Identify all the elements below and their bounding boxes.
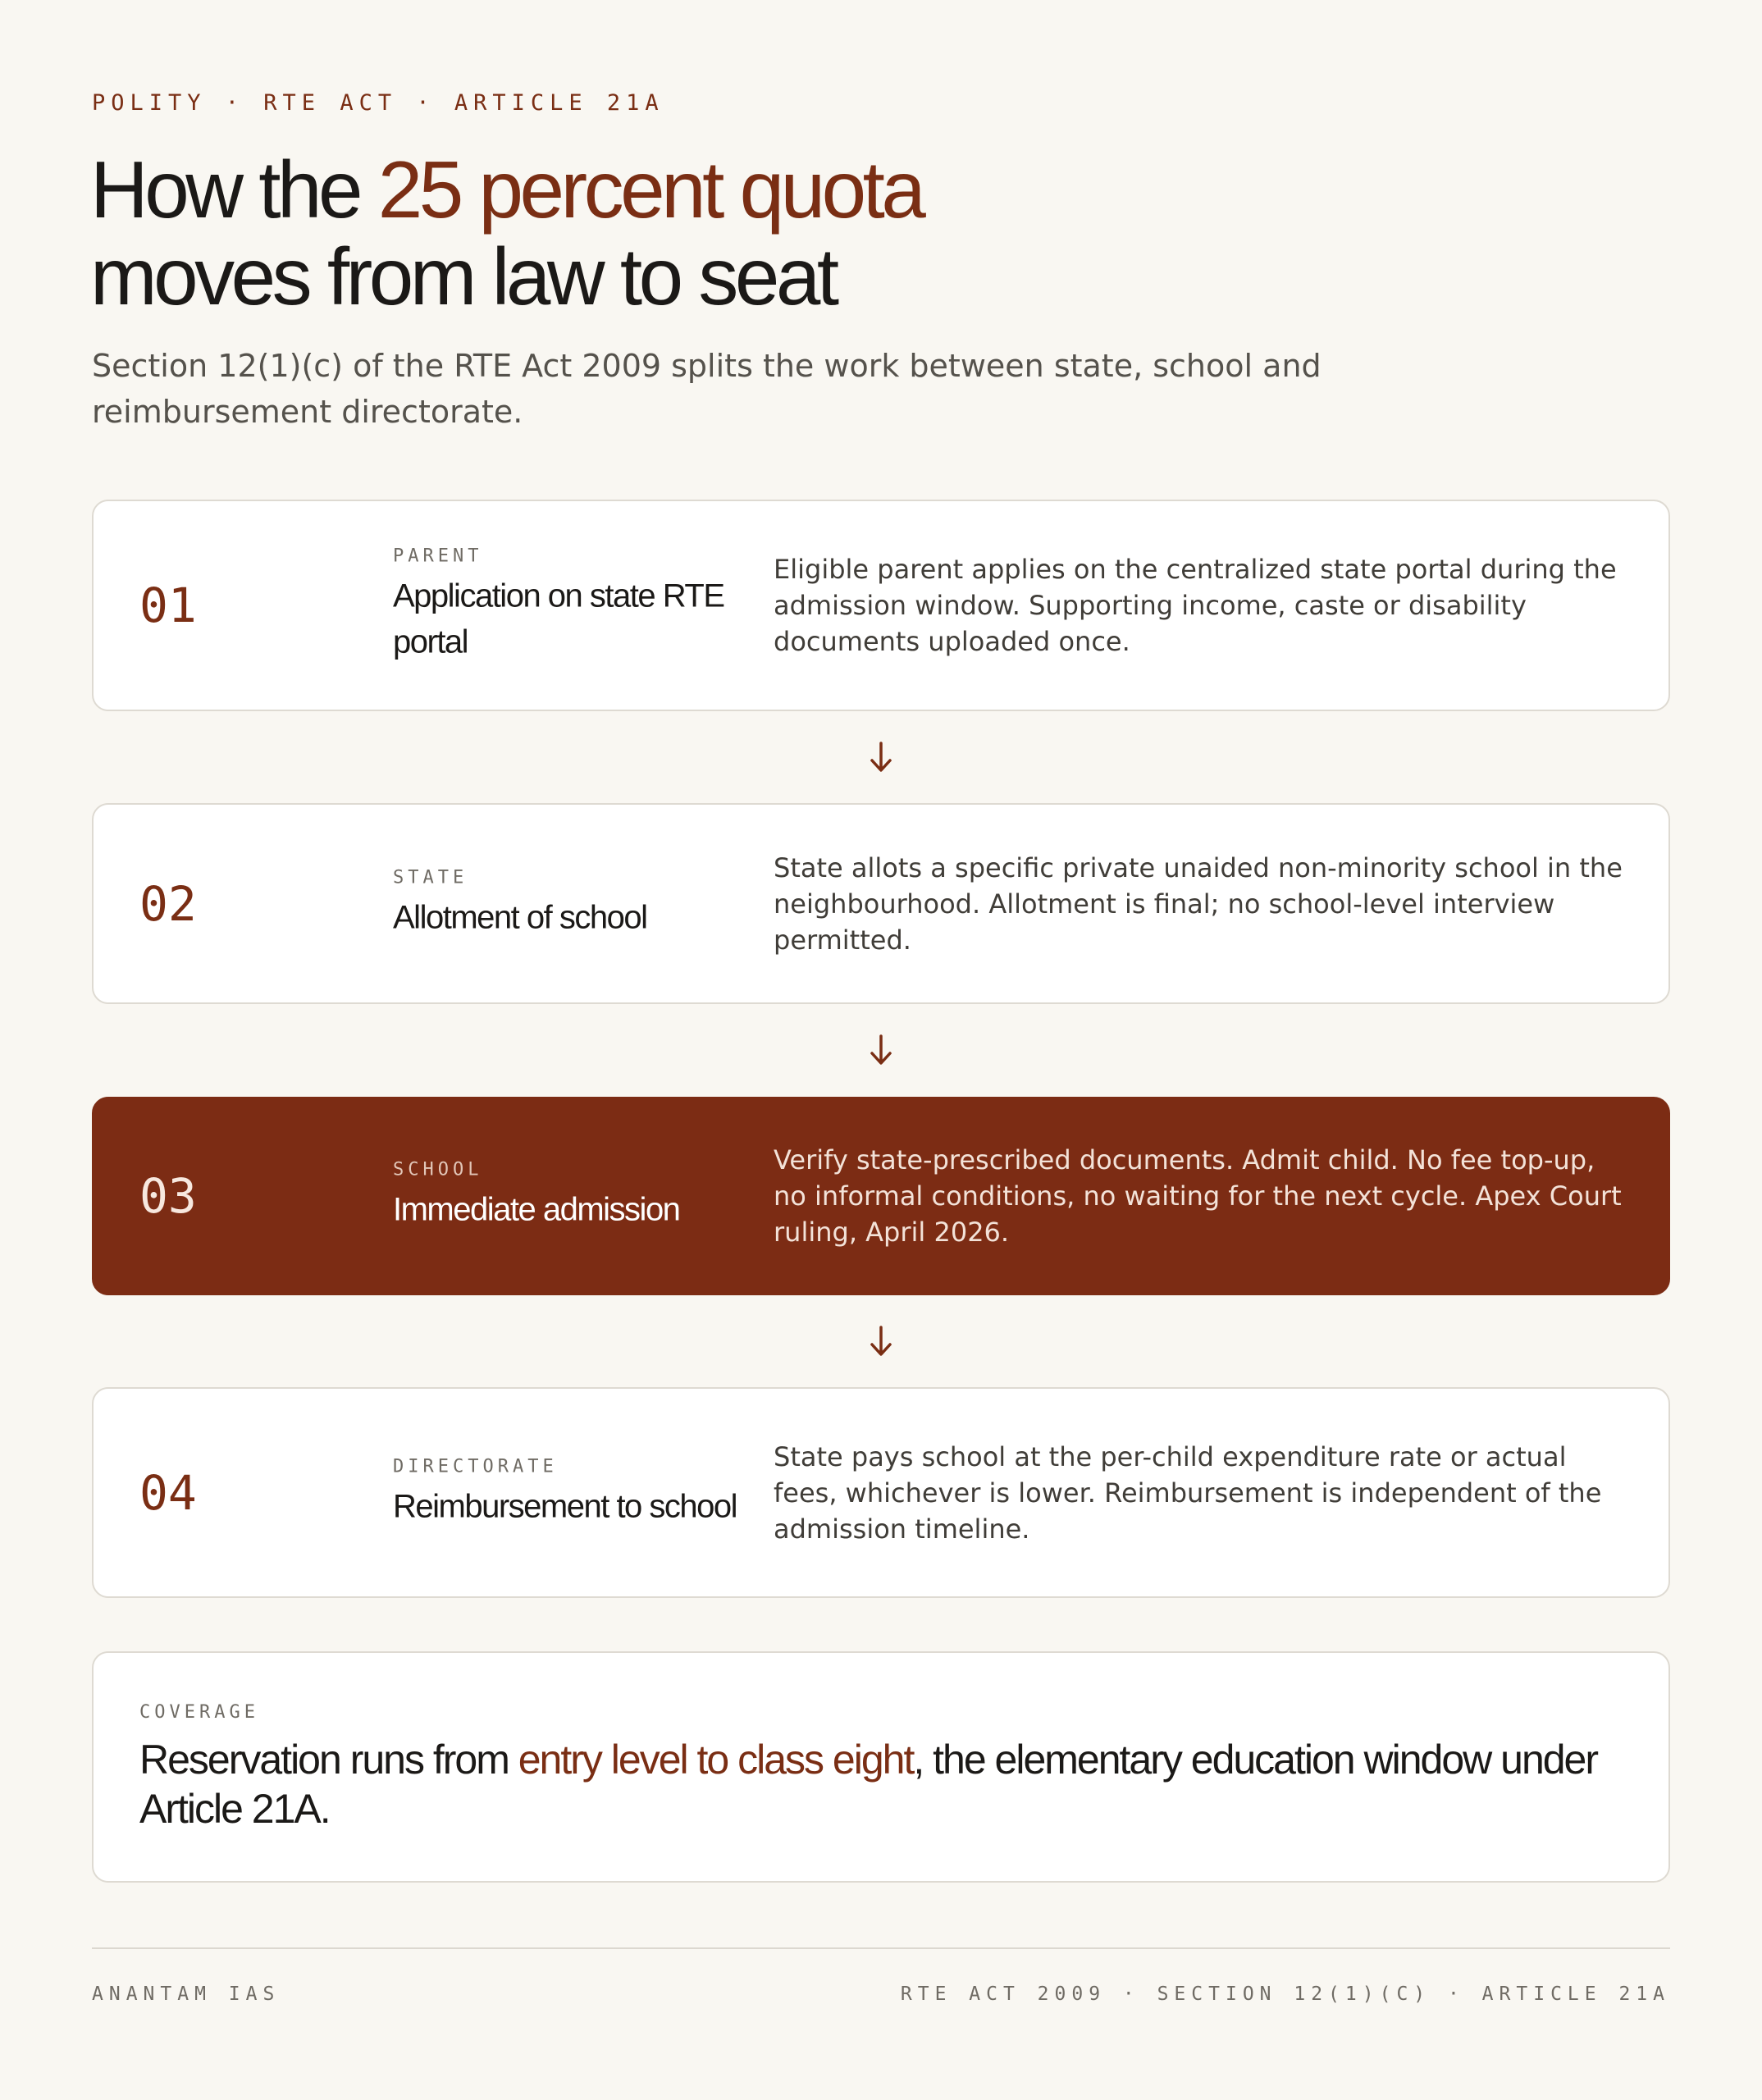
step-actor-role: STATE [393, 867, 468, 888]
title-line2: moves from law to seat [90, 231, 836, 322]
step-actor-role: SCHOOL [393, 1159, 483, 1180]
coverage-card [92, 1651, 1670, 1883]
step-title: Reimbursement to school [393, 1488, 737, 1524]
step-card-1 [92, 500, 1670, 711]
arrow-down-icon [868, 1325, 894, 1358]
step-title: Application on state RTE portal [393, 578, 724, 660]
step-card-2 [92, 803, 1670, 1004]
step-title: Immediate admission [393, 1191, 680, 1228]
step-description: Eligible parent applies on the centralized state portal during the admission window. Supporting income, caste or disability documents uploaded once. [774, 554, 1617, 657]
step-card-3 [92, 1097, 1670, 1295]
step-number: 04 [139, 1464, 197, 1521]
subtitle: Section 12(1)(c) of the RTE Act 2009 splits the work between state, school and reimbursement directorate. [92, 348, 1322, 430]
step-actor [393, 1456, 754, 1529]
arrow-down-icon [868, 741, 894, 774]
step-actor-role: DIRECTORATE [393, 1456, 558, 1477]
step-actor [393, 546, 754, 665]
step-description: Verify state-prescribed documents. Admit child. No fee top-up, no informal conditions, no waiting for the next cycle. Apex Court ruling, April 2026. [774, 1144, 1622, 1248]
title-accent: 25 percent quota [377, 144, 923, 235]
footer-brand: ANANTAM IAS [92, 1984, 281, 2005]
title-pre: How the [90, 144, 378, 235]
coverage-pre: Reservation runs from [139, 1737, 518, 1783]
step-actor-role: PARENT [393, 546, 483, 567]
page-title [90, 146, 1485, 320]
kicker: POLITY · RTE ACT · ARTICLE 21A [92, 90, 664, 116]
step-description: State allots a specific private unaided non-minority school in the neighbourhood. Allotment is final; no school-level interview permitted. [774, 851, 1623, 956]
arrow-down-icon [868, 1034, 894, 1066]
coverage-text [139, 1735, 1632, 1833]
step-description: State pays school at the per-child expenditure rate or actual fees, whichever is lower. Reimbursement is independent of the admission timeline. [774, 1440, 1602, 1545]
step-actor [393, 867, 754, 940]
coverage-post: , the elementary education window under Article 21A. [139, 1737, 1598, 1832]
step-number: 02 [139, 875, 197, 932]
coverage-accent: entry level to class eight [518, 1737, 914, 1783]
step-number: 03 [139, 1168, 197, 1224]
step-card-4 [92, 1387, 1670, 1598]
footer-divider [92, 1947, 1670, 1949]
step-title: Allotment of school [393, 899, 647, 935]
coverage-label: COVERAGE [139, 1702, 259, 1723]
step-number: 01 [139, 578, 197, 633]
footer-reference: RTE ACT 2009 · SECTION 12(1)(C) · ARTICLE 21A [900, 1984, 1670, 2005]
step-actor [393, 1160, 754, 1233]
